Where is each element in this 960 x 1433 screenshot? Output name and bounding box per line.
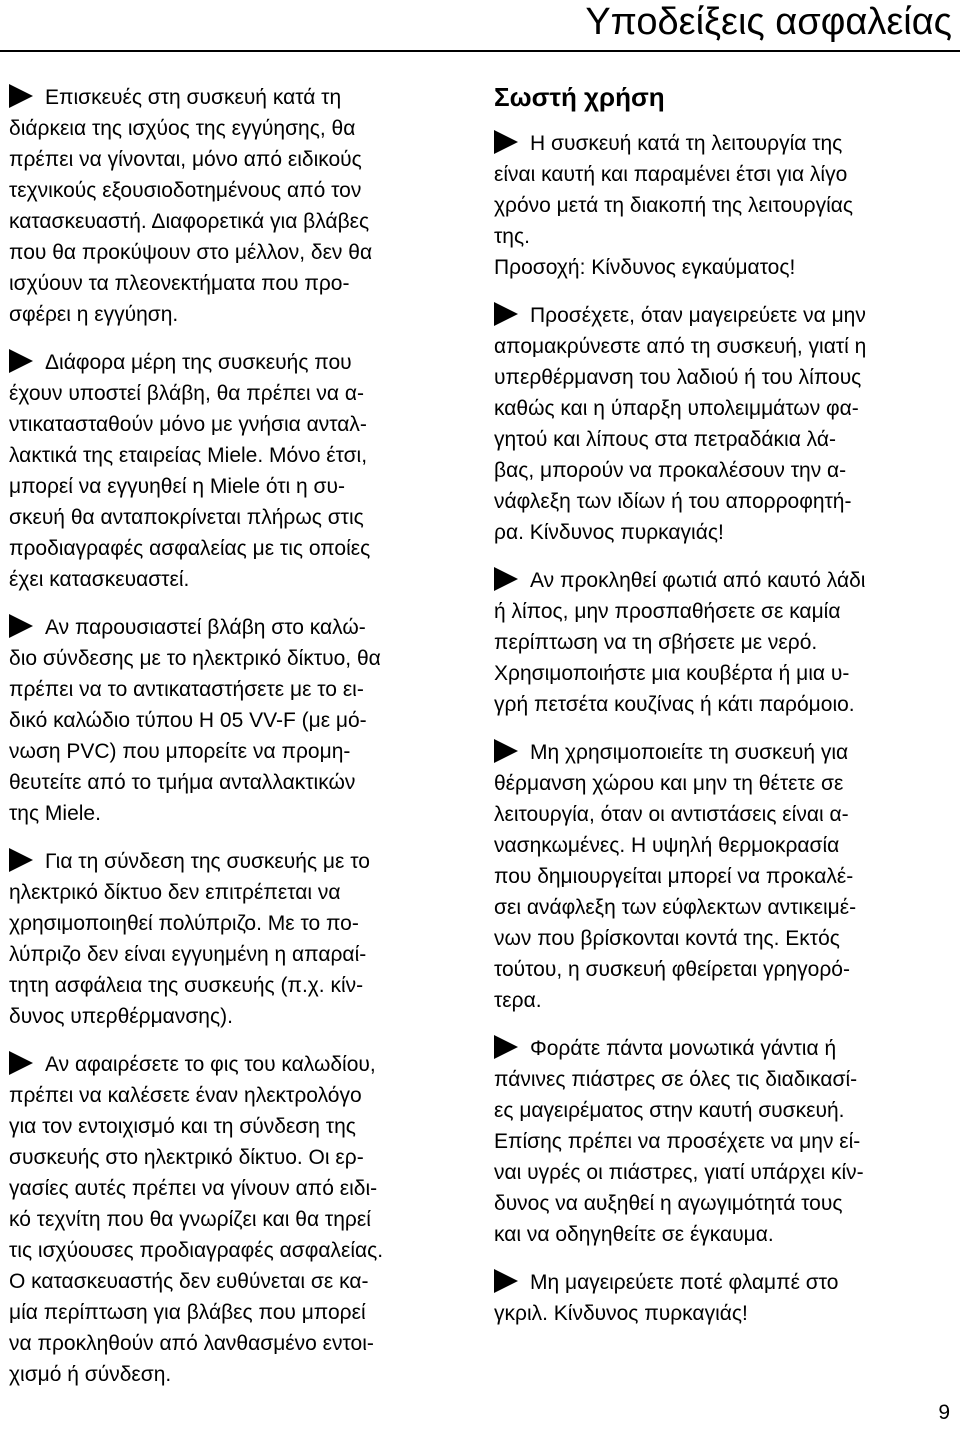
bullet-arrow-icon: [9, 614, 33, 638]
bullet-arrow-icon: [9, 349, 33, 373]
safety-item-text: Για τη σύνδεση της συσκευής με το ηλεκτρικό δίκτυο δεν επιτρέπεται να χρησιμοποιηθεί πολύπριζο. Με το πο- λύπριζο δεν είναι εγγυημένη η απαραί- τητη ασφάλεια της συσκευής (π.χ. κίν- δυνος υπερθέρμανσης).: [9, 850, 370, 1028]
page-number: 9: [938, 1401, 950, 1424]
bullet-arrow-icon: [9, 1051, 33, 1075]
bullet-arrow-icon: [9, 84, 33, 108]
usage-item-text: Μη χρησιμοποιείτε τη συσκευή για θέρμανση χώρου και μην τη θέτετε σε λειτουργία, όταν οι αντιστάσεις είναι α- νασηκωμένες. Η υψηλή θερμοκρασία που δημιουργείται μπορεί να προκαλέ- σει ανάφλεξη των εύφλεκτων αντικειμέ- νων που βρίσκονται κοντά της. Εκτός τούτου, η συσκευή φθείρεται γρηγορό- τερα.: [494, 741, 857, 1012]
header-divider: [0, 50, 960, 52]
usage-item: [494, 300, 952, 548]
bullet-arrow-icon: [9, 848, 33, 872]
section-heading: Σωστή χρήση: [494, 82, 665, 112]
usage-item-text: Η συσκευή κατά τη λειτουργία της είναι καυτή και παραμένει έτσι για λίγο χρόνο μετά τη διακοπή της λειτουργίας της. Προσοχή: Κίνδυνος εγκαύματος!: [494, 132, 854, 279]
usage-item-text: Μη μαγειρεύετε ποτέ φλαμπέ στο γκριλ. Κίνδυνος πυρκαγιάς!: [494, 1271, 839, 1325]
safety-item-text: Αν παρουσιαστεί βλάβη στο καλώ- διο σύνδεσης με το ηλεκτρικό δίκτυο, θα πρέπει να το αντικαταστήσετε με το ει- δικό καλώδιο τύπου H 05 VV-F (με μό- νωση PVC) που μπορείτε να προμη- θευτείτε από το τμήμα ανταλλακτικών της Miele.: [9, 616, 381, 825]
bullet-arrow-icon: [494, 1269, 518, 1293]
page-title: Υποδείξεις ασφαλείας: [585, 1, 952, 43]
safety-item: [9, 612, 466, 829]
safety-item: [9, 82, 466, 330]
bullet-arrow-icon: [494, 739, 518, 763]
safety-item: [9, 1049, 466, 1390]
usage-item: [494, 1033, 952, 1250]
bullet-arrow-icon: [494, 130, 518, 154]
usage-item: [494, 128, 952, 283]
usage-item: [494, 565, 952, 720]
bullet-arrow-icon: [494, 302, 518, 326]
safety-item: [9, 347, 466, 595]
usage-item-text: Προσέχετε, όταν μαγειρεύετε να μην απομακρύνεστε από τη συσκευή, γιατί η υπερθέρμανση του λαδιού ή του λίπους καθώς και η ύπαρξη υπολειμμάτων φα- γητού και λίπους στα πετραδάκια λά- βας, μπορούν να προκαλέσουν την α- νάφλεξη των ιδίων ή του απορροφητή- ρα. Κίνδυνος πυρκαγιάς!: [494, 304, 867, 544]
left-column: [9, 82, 466, 1407]
safety-item-text: Διάφορα μέρη της συσκευής που έχουν υποστεί βλάβη, θα πρέπει να α- ντικατασταθούν μόνο με γνήσια ανταλ- λακτικά της εταιρείας Miele. Μόνο έτσι, μπορεί να εγγυηθεί η Miele ότι η συ- σκευή θα ανταποκρίνεται πλήρως στις προδιαγραφές ασφαλείας με τις οποίες έχει κατασκευαστεί.: [9, 351, 371, 591]
safety-item-text: Αν αφαιρέσετε το φις του καλωδίου, πρέπει να καλέσετε έναν ηλεκτρολόγο για τον εντοιχισμό και τη σύνδεση της συσκευής στο ηλεκτρικό δίκτυο. Οι ερ- γασίες αυτές πρέπει να γίνουν από ειδι- κό τεχνίτη που θα γνωρίζει και θα τηρεί τις ισχύουσες προδιαγραφές ασφαλείας. Ο κατασκευαστής δεν ευθύνεται σε κα- μία περίπτωση για βλάβες που μπορεί να προκληθούν από λανθασμένο εντοι- χισμό ή σύνδεση.: [9, 1053, 384, 1386]
bullet-arrow-icon: [494, 1035, 518, 1059]
usage-item-text: Φοράτε πάντα μονωτικά γάντια ή πάνινες πιάστρες σε όλες τις διαδικασί- ες μαγειρέματος στην καυτή συσκευή. Επίσης πρέπει να προσέχετε να μην εί- ναι υγρές οι πιάστρες, γιατί υπάρχει κίν- δυνος να αυξηθεί η αγωγιμότητά τους και να οδηγηθείτε σε έγκαυμα.: [494, 1037, 864, 1246]
usage-item: [494, 1267, 952, 1329]
safety-item-text: Επισκευές στη συσκευή κατά τη διάρκεια της ισχύος της εγγύησης, θα πρέπει να γίνονται, μόνο από ειδικούς τεχνικούς εξουσιοδοτημένους από τον κατασκευαστή. Διαφορετικά για βλάβες που θα προκύψουν στο μέλλον, δεν θα ισχύουν τα πλεονεκτήματα που προ- σφέρει η εγγύηση.: [9, 86, 373, 326]
bullet-arrow-icon: [494, 567, 518, 591]
usage-item-text: Αν προκληθεί φωτιά από καυτό λάδι ή λίπος, μην προσπαθήσετε σε καμία περίπτωση να τη σβήσετε με νερό. Χρησιμοποιήστε μια κουβέρτα ή μια υ- γρή πετσέτα κουζίνας ή κάτι παρόμοιο.: [494, 569, 866, 716]
usage-item: [494, 737, 952, 1016]
right-column: [494, 80, 952, 1346]
safety-item: [9, 846, 466, 1032]
